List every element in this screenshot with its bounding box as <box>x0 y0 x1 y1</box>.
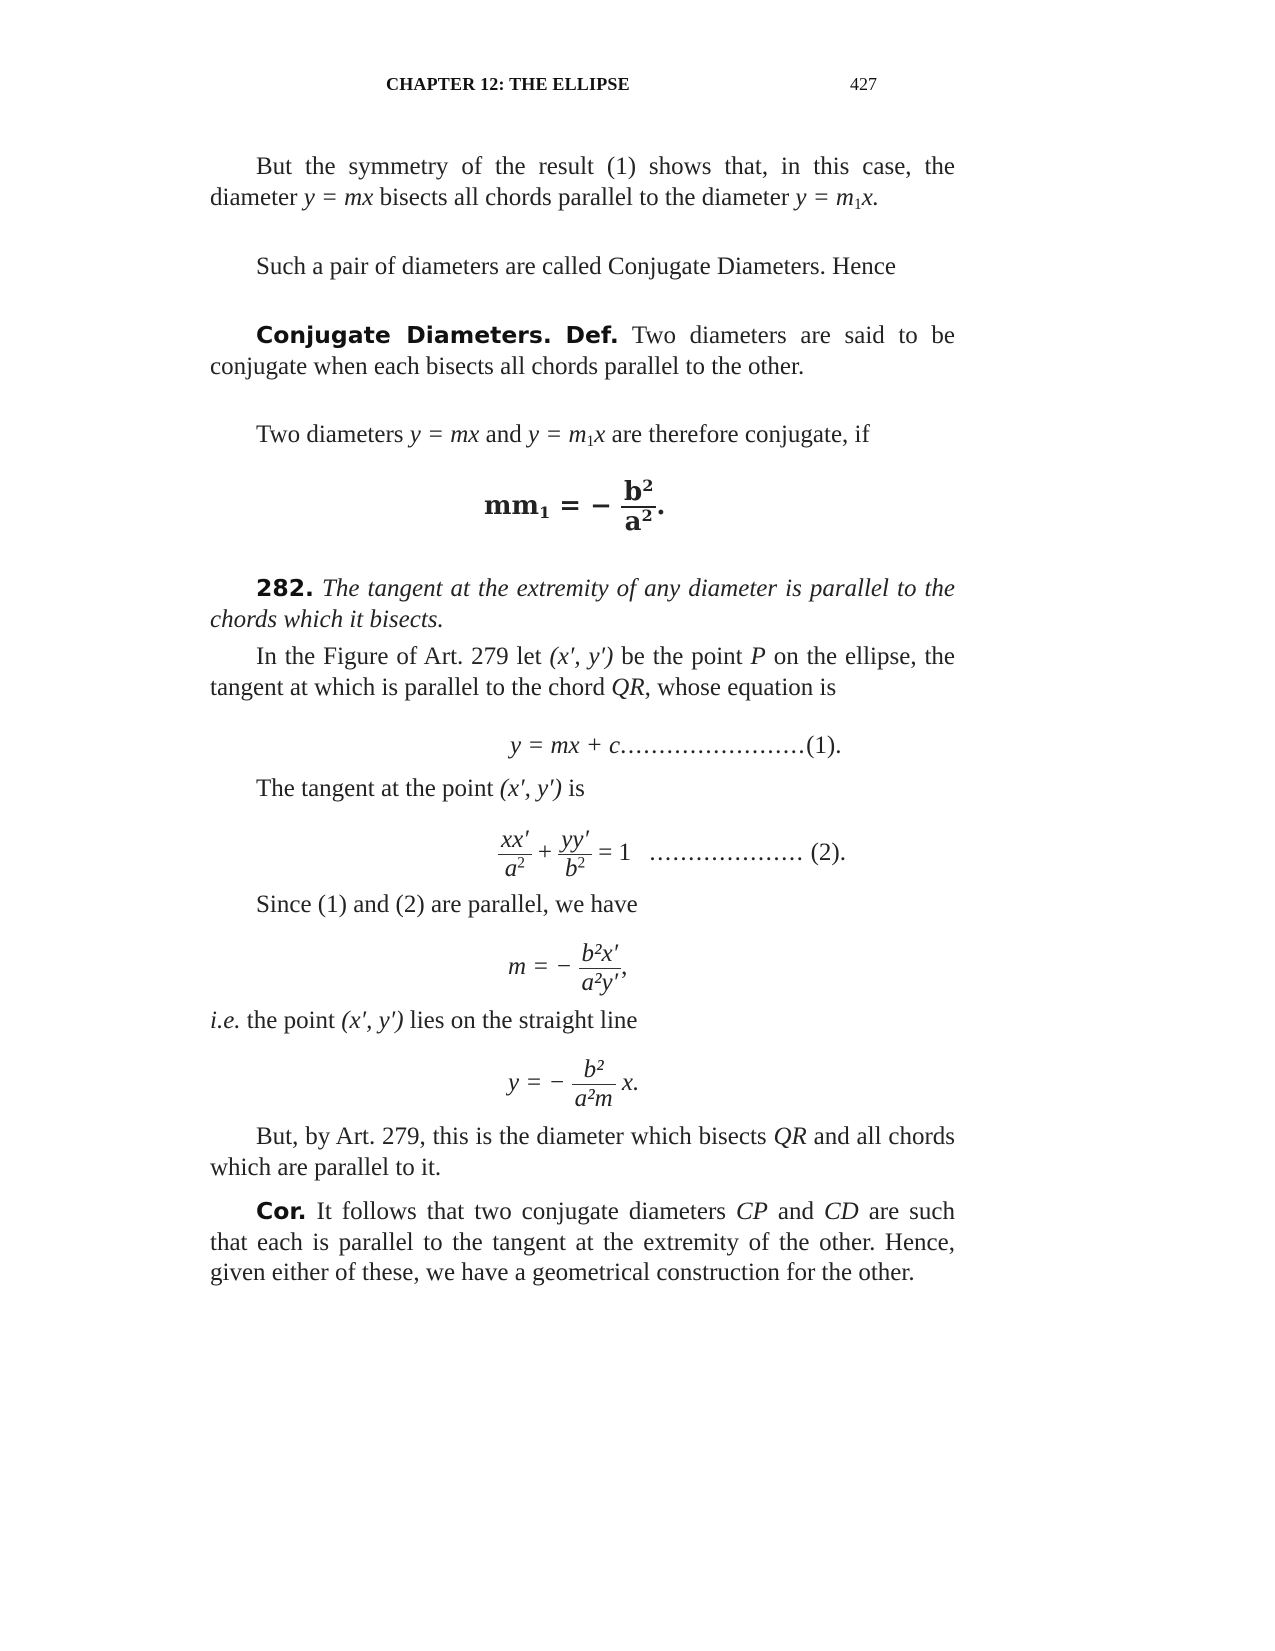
eq4-num: b² <box>583 1056 604 1083</box>
p4-point-p: P <box>750 643 766 670</box>
p7-text-a: the point <box>240 1007 342 1034</box>
p5-point: (x′, y′) <box>499 775 562 802</box>
corollary <box>210 1196 955 1289</box>
eq2-fraction-y <box>558 826 592 883</box>
eq3-num: b²x′ <box>581 940 619 967</box>
paragraph-parallel <box>210 890 955 921</box>
eq1-label: (1). <box>806 732 842 759</box>
p4-chord-qr: QR <box>611 673 645 701</box>
equation-diameter-line <box>508 1056 639 1113</box>
p4-point: (x′, y′) <box>549 643 614 670</box>
eq2-dots: .................... <box>649 839 805 867</box>
corollary-cp: CP <box>735 1198 768 1225</box>
definition-text: Two diameters are said to be conjugate when each bisects all chords parallel to the other. <box>210 322 956 380</box>
running-head <box>0 72 1275 98</box>
eq2-plus: + <box>537 839 553 867</box>
p3-text-c: are therefore conjugate, if <box>605 421 870 448</box>
eq2-den1-sup: 2 <box>517 854 525 872</box>
paragraph-straight-line <box>210 1006 955 1037</box>
p3-eq-b: y = m <box>528 421 587 448</box>
p8-text-b: and all chords which are parallel to it. <box>210 1123 955 1181</box>
p1-eq-b: y = m <box>795 183 854 211</box>
p4-text-c: on the ellipse, the tangent at which is parallel to the chord <box>210 643 956 701</box>
eq2-fraction-x <box>498 826 532 883</box>
p6-text: Since (1) and (2) are parallel, we have <box>256 891 638 918</box>
p3-eq-b-sub: 1 <box>586 432 595 450</box>
corollary-label: Cor. <box>256 1197 307 1225</box>
eq3-end: , <box>621 953 628 981</box>
eq-conj-fraction <box>621 478 656 536</box>
p7-point: (x′, y′) <box>341 1007 404 1034</box>
definition-label: Def. <box>565 321 619 349</box>
p3-eq-b-post: x <box>594 421 606 448</box>
p5-text-a: The tangent at the point <box>256 775 500 802</box>
equation-conjugate-condition <box>484 478 665 536</box>
chapter-title: CHAPTER 12: THE ELLIPSE <box>386 74 630 94</box>
eq-conj-den: a <box>624 507 642 537</box>
p4-text-b: be the point <box>613 643 751 670</box>
p8-chord-qr: QR <box>773 1123 807 1150</box>
equation-1 <box>510 732 842 760</box>
eq-conj-lhs-sub: 1 <box>539 503 551 523</box>
eq-conj-num-sup: 2 <box>642 476 654 496</box>
eq4-lhs: y = − <box>508 1069 566 1097</box>
article-statement: The tangent at the extremity of any diameter is parallel to the chords which it bisects. <box>210 575 956 633</box>
equation-2 <box>498 826 846 883</box>
corollary-text-a: It follows that two conjugate diameters <box>306 1198 736 1225</box>
article-282 <box>210 573 955 635</box>
p1-text-a: But the symmetry of the result (1) shows that, in this case, the diameter <box>210 153 955 211</box>
eq2-den2-sup: 2 <box>577 854 586 872</box>
p3-text-a: Two diameters <box>256 421 410 448</box>
paragraph-symmetry <box>210 152 955 213</box>
eq-conj-lhs: mm <box>484 491 540 521</box>
p2-text: Such a pair of diameters are called Conjugate Diameters. Hence <box>256 253 897 280</box>
p7-ie: i.e. <box>210 1007 241 1034</box>
eq2-num1: xx′ <box>501 826 529 853</box>
eq-conj-end: . <box>656 491 666 521</box>
corollary-cd: CD <box>823 1198 859 1225</box>
p4-text-d: , whose equation is <box>644 673 837 701</box>
eq4-den: a²m <box>572 1084 616 1113</box>
p1-eq-b-post: x. <box>861 183 880 211</box>
p5-text-b: is <box>561 775 585 802</box>
p8-text-a: But, by Art. 279, this is the diameter which bisects <box>256 1123 774 1150</box>
article-number: 282. <box>256 574 314 602</box>
eq2-num2: yy′ <box>561 826 589 853</box>
eq4-rhs: x. <box>621 1069 640 1097</box>
corollary-text-c: are such that each is parallel to the tangent at the extremity of the other. Hence, given either of these, we have a geometrical construction for the other. <box>210 1198 956 1286</box>
paragraph-conjugate-pair <box>210 252 955 283</box>
definition-heading: Conjugate Diameters. <box>256 321 552 349</box>
eq4-fraction <box>572 1056 616 1113</box>
eq3-lhs: m = − <box>508 953 573 981</box>
paragraph-conjugate-condition <box>210 420 955 451</box>
eq1-dots: ........................ <box>620 732 807 759</box>
definition-conjugate-diameters <box>210 320 955 382</box>
paragraph-tangent-point <box>210 774 955 805</box>
p4-text-a: In the Figure of Art. 279 let <box>256 643 550 670</box>
eq2-den2: b <box>564 855 578 882</box>
eq2-label: (2). <box>810 839 846 867</box>
eq3-fraction <box>579 940 622 997</box>
p1-eq-a: y = mx <box>303 183 374 211</box>
corollary-text-b: and <box>767 1198 824 1225</box>
eq-conj-equals: = − <box>550 491 612 521</box>
eq-conj-den-sup: 2 <box>641 506 653 526</box>
eq-conj-num: b <box>624 477 643 507</box>
eq2-den1: a <box>504 855 518 882</box>
paragraph-figure-ref <box>210 642 955 703</box>
p3-eq-a: y = mx <box>409 421 480 448</box>
p3-text-b: and <box>479 421 528 448</box>
eq2-rhs: = 1 <box>598 839 632 867</box>
p1-text-b: bisects all chords parallel to the diameter <box>373 183 796 211</box>
paragraph-art-279 <box>210 1122 955 1183</box>
equation-slope <box>508 940 627 997</box>
eq3-den: a²y′ <box>579 968 622 997</box>
eq1-expr: y = mx + c <box>510 732 621 759</box>
p7-text-b: lies on the straight line <box>403 1007 638 1034</box>
p1-eq-b-sub: 1 <box>853 195 862 213</box>
page-number: 427 <box>850 74 877 94</box>
